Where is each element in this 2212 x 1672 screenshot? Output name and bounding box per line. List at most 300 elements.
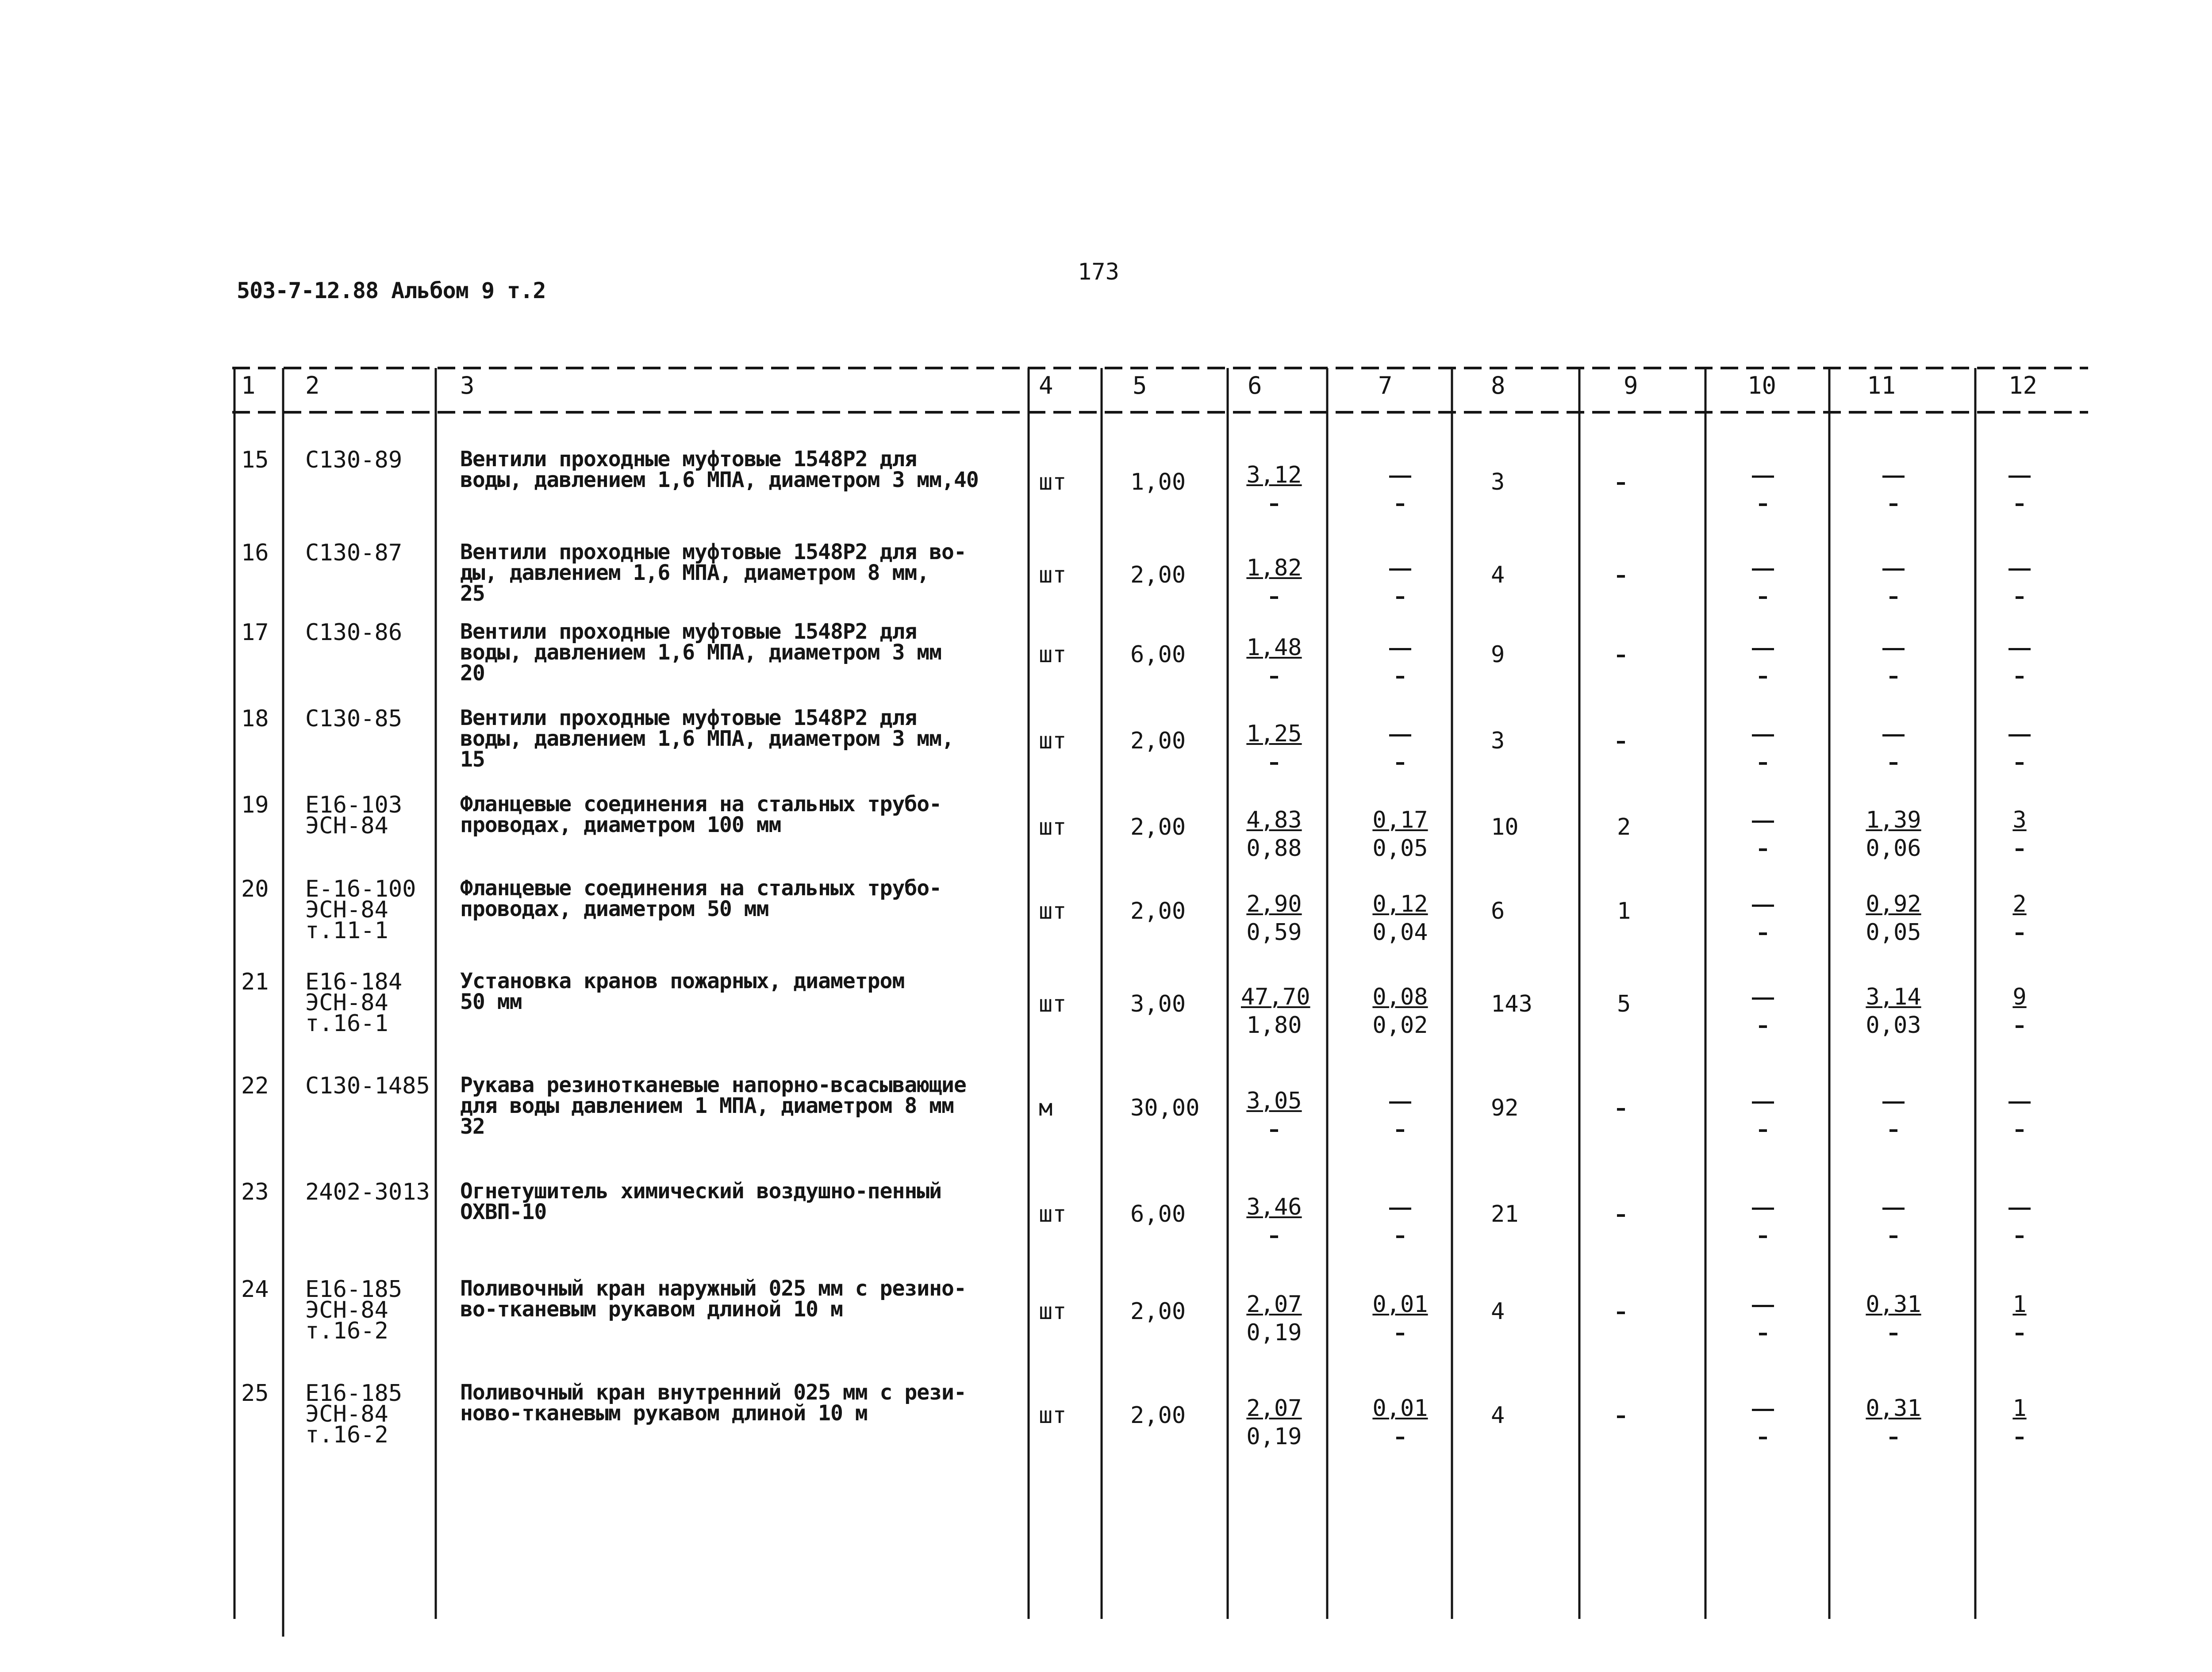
- norm-code: Е16-185: [305, 1380, 403, 1407]
- c7-cell: [1367, 890, 1433, 947]
- c10-lower: [1730, 489, 1796, 518]
- unit: шт: [1039, 1298, 1067, 1325]
- dash-mark: [1752, 1305, 1774, 1307]
- c12-cell: [1986, 461, 2053, 518]
- c7-upper: [1367, 634, 1433, 661]
- dash-mark: [1396, 1235, 1404, 1238]
- c11-cell: [1860, 806, 1927, 863]
- col9-value: [1617, 644, 1625, 666]
- c10-lower: [1730, 918, 1796, 947]
- dash-mark: [1752, 1409, 1774, 1411]
- c12-cell: [1986, 890, 2053, 947]
- c12-lower: [1986, 1221, 2053, 1250]
- c10-lower: [1730, 834, 1796, 863]
- c11-lower: [1860, 1115, 1927, 1144]
- c12-lower: [1986, 582, 2053, 611]
- c11-cell: [1860, 890, 1927, 947]
- norm-code: 2402-3013: [305, 1179, 430, 1205]
- c7-upper: 0,08: [1372, 984, 1428, 1010]
- c6-cell: [1241, 634, 1307, 690]
- dash-mark: [1396, 503, 1404, 506]
- work-description: Вентили проходные муфтовые 1548Р2 для: [460, 706, 917, 730]
- col8-value: 4: [1491, 1298, 1505, 1325]
- norm-code: Е16-185: [305, 1276, 403, 1303]
- dash-mark: [2016, 1129, 2024, 1132]
- c7-upper: 0,12: [1372, 891, 1428, 917]
- col8-value: 9: [1491, 641, 1505, 668]
- c12-upper: 2: [2012, 891, 2027, 917]
- dash-mark: [2016, 1235, 2024, 1238]
- column-header-6: 6: [1248, 372, 1262, 399]
- c10-lower: [1730, 1011, 1796, 1040]
- column-header-4: 4: [1039, 372, 1053, 399]
- dash-mark: [2016, 1437, 2024, 1439]
- c12-cell: [1986, 1087, 2053, 1144]
- c11-upper: 0,31: [1866, 1395, 1921, 1422]
- col8-value: 92: [1491, 1095, 1519, 1121]
- c7-cell: [1367, 1087, 1433, 1144]
- work-description: Поливочный кран наружный 025 мм с резино-: [460, 1276, 966, 1301]
- c12-lower: [1986, 834, 2053, 863]
- work-description: Фланцевые соединения на стальных трубо-: [460, 876, 942, 901]
- c6-lower: 0,19: [1246, 1423, 1302, 1450]
- c7-lower: [1367, 661, 1433, 690]
- unit: шт: [1039, 1201, 1067, 1227]
- c6-lower: 1,80: [1246, 1012, 1302, 1039]
- c11-lower: [1860, 748, 1927, 777]
- work-description: ды, давлением 1,6 МПА, диаметром 8 мм,: [460, 560, 929, 585]
- norm-code: т.16-2: [305, 1422, 388, 1448]
- c12-upper: [1986, 1193, 2053, 1221]
- c10-upper: [1730, 1395, 1796, 1422]
- col8-value: 4: [1491, 1402, 1505, 1429]
- dash-mark: [1752, 476, 1774, 478]
- dash-mark: [1759, 848, 1767, 851]
- c6-cell: [1241, 983, 1310, 1040]
- c10-upper: [1730, 1291, 1796, 1318]
- dash-mark: [1759, 762, 1767, 765]
- dash-mark: [1389, 476, 1411, 478]
- dash-mark: [1759, 676, 1767, 679]
- dash-mark: [1617, 482, 1625, 485]
- c11-cell: [1860, 1193, 1927, 1250]
- dash-mark: [2008, 648, 2031, 650]
- row-number: 18: [241, 706, 269, 732]
- col8-value: 143: [1491, 991, 1532, 1017]
- dash-mark: [1759, 1333, 1767, 1335]
- dash-mark: [2016, 932, 2024, 935]
- work-description: 20: [460, 661, 485, 686]
- unit: шт: [1039, 562, 1067, 588]
- quantity: 6,00: [1130, 641, 1186, 668]
- dash-mark: [1389, 734, 1411, 736]
- dash-mark: [1617, 655, 1625, 657]
- dash-mark: [1752, 1101, 1774, 1104]
- quantity: 2,00: [1130, 1298, 1186, 1325]
- unit: шт: [1039, 728, 1067, 754]
- c11-cell: [1860, 983, 1927, 1040]
- c12-upper: 1: [2012, 1395, 2027, 1422]
- c6-lower: [1241, 582, 1307, 611]
- c11-lower: [1860, 661, 1927, 690]
- c6-cell: [1241, 461, 1307, 518]
- col8-value: 10: [1491, 814, 1519, 840]
- c7-cell: [1367, 461, 1433, 518]
- norm-code: т.16-2: [305, 1318, 388, 1344]
- c7-lower: [1367, 489, 1433, 518]
- dash-mark: [1396, 1129, 1404, 1132]
- c10-upper: [1730, 634, 1796, 661]
- c6-cell: [1241, 1193, 1307, 1250]
- c12-upper: [1986, 461, 2053, 489]
- c10-upper: [1730, 806, 1796, 834]
- norm-code: С130-86: [305, 619, 403, 646]
- col9-value: 2: [1617, 814, 1631, 840]
- dash-mark: [1759, 503, 1767, 506]
- norm-code: С130-85: [305, 706, 403, 732]
- c6-upper: 2,07: [1246, 1291, 1302, 1318]
- c7-cell: [1367, 1291, 1433, 1347]
- work-description: 25: [460, 581, 485, 606]
- quantity: 3,00: [1130, 991, 1186, 1017]
- c6-lower: [1241, 489, 1307, 518]
- dash-mark: [1889, 1235, 1897, 1238]
- c12-lower: [1986, 1422, 2053, 1451]
- c6-cell: [1241, 890, 1307, 947]
- col8-value: 21: [1491, 1201, 1519, 1227]
- col8-value: 6: [1491, 898, 1505, 924]
- c11-cell: [1860, 634, 1927, 690]
- c12-upper: 3: [2012, 807, 2027, 833]
- c10-cell: [1730, 983, 1796, 1040]
- work-description: Фланцевые соединения на стальных трубо-: [460, 792, 942, 817]
- norm-code: ЭСН-84: [305, 1401, 388, 1427]
- c7-cell: [1367, 983, 1433, 1040]
- c11-upper: [1860, 1087, 1927, 1115]
- c11-lower: [1860, 489, 1927, 518]
- c6-lower: [1241, 1115, 1307, 1144]
- column-header-11: 11: [1867, 372, 1896, 399]
- dash-mark: [1759, 1437, 1767, 1439]
- c6-cell: [1241, 806, 1307, 863]
- norm-code: С130-87: [305, 540, 403, 566]
- c10-lower: [1730, 1221, 1796, 1250]
- dash-mark: [1889, 762, 1897, 765]
- dash-mark: [2016, 848, 2024, 851]
- c12-lower: [1986, 918, 2053, 947]
- c6-cell: [1241, 554, 1307, 611]
- dash-mark: [2016, 762, 2024, 765]
- c11-upper: 1,39: [1866, 807, 1921, 833]
- row-number: 16: [241, 540, 269, 566]
- c12-lower: [1986, 1318, 2053, 1347]
- work-description: Вентили проходные муфтовые 1548Р2 для во-: [460, 540, 966, 564]
- c7-upper: 0,01: [1372, 1291, 1428, 1318]
- norm-code: ЭСН-84: [305, 897, 388, 923]
- col8-value: 3: [1491, 728, 1505, 754]
- column-header-2: 2: [305, 372, 320, 399]
- c12-lower: [1986, 1115, 2053, 1144]
- dash-mark: [1882, 648, 1905, 650]
- row-number: 21: [241, 969, 269, 995]
- c12-cell: [1986, 720, 2053, 777]
- c12-cell: [1986, 634, 2053, 690]
- dash-mark: [1396, 1333, 1404, 1335]
- quantity: 30,00: [1130, 1095, 1200, 1121]
- unit: шт: [1039, 898, 1067, 924]
- norm-code: Е-16-100: [305, 876, 416, 902]
- work-description: 15: [460, 747, 485, 772]
- dash-mark: [1889, 1437, 1897, 1439]
- c10-lower: [1730, 582, 1796, 611]
- c6-upper: 4,83: [1246, 807, 1302, 833]
- col9-value: 1: [1617, 898, 1631, 924]
- c10-lower: [1730, 748, 1796, 777]
- col9-value: [1617, 1300, 1625, 1323]
- c7-lower: [1367, 1115, 1433, 1144]
- work-description: ОХВП-10: [460, 1200, 547, 1224]
- c7-cell: [1367, 1395, 1433, 1451]
- dash-mark: [1617, 1108, 1625, 1111]
- column-header-10: 10: [1747, 372, 1777, 399]
- column-header-5: 5: [1133, 372, 1147, 399]
- quantity: 2,00: [1130, 562, 1186, 588]
- quantity: 1,00: [1130, 469, 1186, 495]
- dash-mark: [1617, 1312, 1625, 1314]
- col9-value: [1617, 1097, 1625, 1119]
- c6-upper: 2,07: [1246, 1395, 1302, 1422]
- quantity: 6,00: [1130, 1201, 1186, 1227]
- dash-mark: [1752, 1208, 1774, 1210]
- dash-mark: [1396, 596, 1404, 599]
- work-description: Вентили проходные муфтовые 1548Р2 для: [460, 447, 917, 472]
- row-number: 17: [241, 619, 269, 646]
- work-description: воды, давлением 1,6 МПА, диаметром 3 мм,40: [460, 468, 979, 492]
- row-number: 20: [241, 876, 269, 902]
- work-description: Вентили проходные муфтовые 1548Р2 для: [460, 619, 917, 644]
- dash-mark: [1752, 568, 1774, 571]
- c7-lower: [1367, 748, 1433, 777]
- dash-mark: [1889, 676, 1897, 679]
- dash-mark: [1389, 568, 1411, 571]
- unit: шт: [1039, 469, 1067, 495]
- dash-mark: [2008, 1208, 2031, 1210]
- c10-upper: [1730, 554, 1796, 582]
- work-description: 50 мм: [460, 989, 522, 1014]
- c10-cell: [1730, 1193, 1796, 1250]
- col9-value: 5: [1617, 991, 1631, 1017]
- dash-mark: [1752, 648, 1774, 650]
- c10-cell: [1730, 1395, 1796, 1451]
- dash-mark: [1389, 1101, 1411, 1104]
- col9-value: [1617, 730, 1625, 752]
- c10-upper: [1730, 461, 1796, 489]
- unit: шт: [1039, 1402, 1067, 1429]
- dash-mark: [1882, 476, 1905, 478]
- c11-lower: 0,06: [1866, 835, 1921, 862]
- col8-value: 3: [1491, 469, 1505, 495]
- c12-lower: [1986, 748, 2053, 777]
- row-number: 23: [241, 1179, 269, 1205]
- column-header-12: 12: [2008, 372, 2038, 399]
- work-description: Огнетушитель химический воздушно-пенный: [460, 1179, 942, 1204]
- dash-mark: [1270, 1129, 1278, 1132]
- c10-cell: [1730, 1291, 1796, 1347]
- col9-value: [1617, 564, 1625, 586]
- c7-upper: 0,01: [1372, 1395, 1428, 1422]
- dash-mark: [1889, 1129, 1897, 1132]
- row-number: 19: [241, 792, 269, 818]
- dash-mark: [1882, 568, 1905, 571]
- c7-upper: [1367, 1193, 1433, 1221]
- col9-value: [1617, 1404, 1625, 1427]
- c10-cell: [1730, 720, 1796, 777]
- dash-mark: [1752, 905, 1774, 907]
- norm-code: ЭСН-84: [305, 989, 388, 1016]
- c7-upper: 0,17: [1372, 807, 1428, 833]
- row-number: 24: [241, 1276, 269, 1303]
- c12-lower: [1986, 1011, 2053, 1040]
- c6-lower: 0,19: [1246, 1319, 1302, 1346]
- c11-lower: [1860, 1422, 1927, 1451]
- dash-mark: [1270, 676, 1278, 679]
- c6-lower: 0,59: [1246, 919, 1302, 946]
- c7-cell: [1367, 554, 1433, 611]
- c6-upper: 1,25: [1246, 721, 1302, 747]
- c12-cell: [1986, 554, 2053, 611]
- c11-upper: [1860, 634, 1927, 661]
- c11-cell: [1860, 720, 1927, 777]
- c12-cell: [1986, 1395, 2053, 1451]
- c10-cell: [1730, 890, 1796, 947]
- c10-cell: [1730, 634, 1796, 690]
- unit: шт: [1039, 641, 1067, 668]
- c11-lower: 0,03: [1866, 1012, 1921, 1039]
- unit: шт: [1039, 991, 1067, 1017]
- row-number: 25: [241, 1380, 269, 1407]
- c10-cell: [1730, 806, 1796, 863]
- c12-upper: [1986, 554, 2053, 582]
- dash-mark: [1396, 1437, 1404, 1439]
- dash-mark: [1759, 596, 1767, 599]
- column-header-7: 7: [1378, 372, 1393, 399]
- c11-upper: [1860, 720, 1927, 748]
- dash-mark: [1617, 575, 1625, 578]
- dash-mark: [1752, 821, 1774, 823]
- c6-upper: 1,82: [1246, 555, 1302, 581]
- dash-mark: [2016, 1025, 2024, 1028]
- work-description: во-тканевым рукавом длиной 10 м: [460, 1297, 843, 1322]
- dash-mark: [1389, 1208, 1411, 1210]
- c7-cell: [1367, 720, 1433, 777]
- unit: м: [1039, 1095, 1053, 1121]
- dash-mark: [2016, 503, 2024, 506]
- c12-cell: [1986, 1193, 2053, 1250]
- dash-mark: [1617, 1415, 1625, 1418]
- dash-mark: [1882, 734, 1905, 736]
- c6-cell: [1241, 1291, 1307, 1347]
- c6-lower: [1241, 748, 1307, 777]
- c7-lower: [1367, 1221, 1433, 1250]
- unit: шт: [1039, 814, 1067, 840]
- quantity: 2,00: [1130, 728, 1186, 754]
- c12-cell: [1986, 806, 2053, 863]
- c7-upper: [1367, 554, 1433, 582]
- norm-code: т.11-1: [305, 917, 388, 944]
- dash-mark: [1752, 997, 1774, 1000]
- c12-upper: [1986, 634, 2053, 661]
- row-number: 15: [241, 447, 269, 473]
- quantity: 2,00: [1130, 814, 1186, 840]
- c6-upper: 1,48: [1246, 634, 1302, 661]
- c11-cell: [1860, 1395, 1927, 1451]
- c11-lower: [1860, 1318, 1927, 1347]
- c6-cell: [1241, 1087, 1307, 1144]
- c6-lower: 0,88: [1246, 835, 1302, 862]
- c6-lower: [1241, 1221, 1307, 1250]
- c12-upper: [1986, 720, 2053, 748]
- c7-cell: [1367, 1193, 1433, 1250]
- c6-cell: [1241, 720, 1307, 777]
- c11-upper: 3,14: [1866, 984, 1921, 1010]
- c7-lower: 0,02: [1372, 1012, 1428, 1039]
- quantity: 2,00: [1130, 1402, 1186, 1429]
- c7-lower: 0,05: [1372, 835, 1428, 862]
- c11-lower: [1860, 582, 1927, 611]
- c7-cell: [1367, 806, 1433, 863]
- work-description: воды, давлением 1,6 МПА, диаметром 3 мм,: [460, 726, 954, 751]
- dash-mark: [2016, 596, 2024, 599]
- c11-lower: [1860, 1221, 1927, 1250]
- c11-cell: [1860, 461, 1927, 518]
- c7-lower: [1367, 1422, 1433, 1451]
- norm-code: ЭСН-84: [305, 1297, 388, 1323]
- norm-code: ЭСН-84: [305, 813, 388, 839]
- dash-mark: [1889, 596, 1897, 599]
- c6-upper: 3,46: [1246, 1194, 1302, 1220]
- c11-cell: [1860, 554, 1927, 611]
- dash-mark: [1270, 762, 1278, 765]
- c10-upper: [1730, 1193, 1796, 1221]
- c11-lower: 0,05: [1866, 919, 1921, 946]
- c6-upper: 3,12: [1246, 462, 1302, 488]
- document-code: 503-7-12.88 Альбом 9 т.2: [237, 278, 546, 303]
- dash-mark: [1396, 762, 1404, 765]
- norm-code: С130-89: [305, 447, 403, 473]
- dash-mark: [1889, 1333, 1897, 1335]
- c11-upper: 0,92: [1866, 891, 1921, 917]
- col9-value: [1617, 471, 1625, 493]
- c10-upper: [1730, 720, 1796, 748]
- work-description: 32: [460, 1114, 485, 1139]
- dash-mark: [1889, 503, 1897, 506]
- c10-lower: [1730, 661, 1796, 690]
- dash-mark: [2008, 476, 2031, 478]
- column-header-8: 8: [1491, 372, 1505, 399]
- c10-cell: [1730, 461, 1796, 518]
- c11-upper: 0,31: [1866, 1291, 1921, 1318]
- c10-lower: [1730, 1422, 1796, 1451]
- c11-upper: [1860, 554, 1927, 582]
- c11-upper: [1860, 1193, 1927, 1221]
- c10-lower: [1730, 1115, 1796, 1144]
- column-header-3: 3: [460, 372, 475, 399]
- dash-mark: [1396, 676, 1404, 679]
- c10-upper: [1730, 1087, 1796, 1115]
- c10-cell: [1730, 554, 1796, 611]
- quantity: 2,00: [1130, 898, 1186, 924]
- work-description: ново-тканевым рукавом длиной 10 м: [460, 1401, 868, 1426]
